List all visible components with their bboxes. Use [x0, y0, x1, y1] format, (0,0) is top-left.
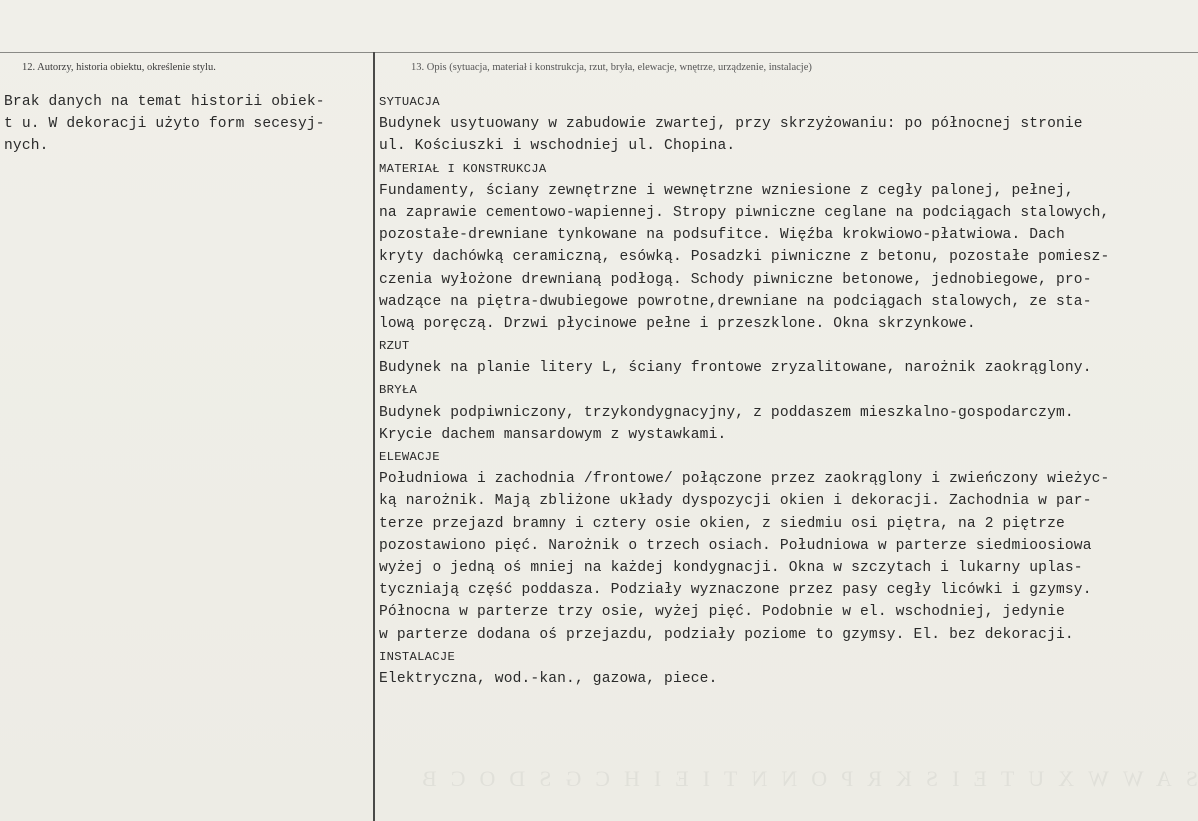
text-line: pozostawiono pięć. Narożnik o trzech osiach. Południowa w parterze siedmioosiowa [379, 537, 1092, 554]
text-line: na zaprawie cementowo-wapiennej. Stropy piwniczne ceglane na podciągach stalowych, [379, 204, 1110, 221]
text-line: terze przejazd bramny i cztery osie okien, z siedmiu osi piętra, na 2 piętrze [379, 515, 1065, 532]
text-line: pozostałe-drewniane tynkowane na podsufitce. Więźba krokwiowo-płatwiowa. Dach [379, 227, 1065, 244]
text-line: ką narożnik. Mają zbliżone układy dyspozycji okien i dekoracji. Zachodnia w par- [379, 493, 1092, 510]
section-heading: ELEWACJE [379, 450, 440, 464]
text-line: Południowa i zachodnia /frontowe/ połączone przez zaokrąglony i zwieńczony wieżyc- [379, 471, 1110, 488]
text-line: Północna w parterze trzy osie, wyżej pięć. Podobnie w el. wschodniej, jedynie [379, 604, 1065, 621]
description-text [379, 91, 1198, 690]
text-line: lową poręczą. Drzwi płycinowe pełne i przeszklone. Okna skrzynkowe. [379, 315, 976, 332]
section-12-header: 12. Autorzy, historia obiektu, określenie stylu. [22, 62, 216, 73]
text-line: wadzące na piętra-dwubiegowe powrotne,drewniane na podciągach stalowych, ze sta- [379, 293, 1092, 310]
text-line: wyżej o jedną oś mniej na każdej kondygnacji. Okna w szczytach i lukarny uplas- [379, 559, 1083, 576]
text-line: czenia wyłożone drewnianą podłogą. Schody piwniczne betonowe, jednobiegowe, pro- [379, 271, 1092, 288]
section-heading: BRYŁA [379, 383, 418, 398]
section-heading: RZUT [379, 339, 410, 354]
text-line: kryty dachówką ceramiczną, esówką. Posadzki piwniczne z betonu, pozostałe pomiesz- [379, 249, 1110, 266]
text-line: ul. Kościuszki i wschodniej ul. Chopina. [379, 138, 736, 155]
authors-history-text [4, 91, 370, 158]
text-line: Budynek na planie litery L, ściany frontowe zryzalitowane, narożnik zaokrąglony. [379, 360, 1092, 377]
text-line: Fundamenty, ściany zewnętrzne i wewnętrzne wzniesione z cegły palonej, pełnej, [379, 182, 1074, 199]
text-line: t u. W dekoracji użyto form secesyj- [4, 116, 325, 133]
text-line: tyczniają część poddasza. Podziały wyznaczone przez pasy cegły licówki i gzymsy. [379, 582, 1092, 599]
text-line: w parterze dodana oś przejazdu, podziały poziome to gzymsy. El. bez dekoracji. [379, 626, 1074, 643]
text-line: Elektryczna, wod.-kan., gazowa, piece. [379, 670, 718, 687]
section-heading: SYTUACJA [379, 95, 440, 109]
section-heading: INSTALACJE [379, 649, 456, 664]
text-line: Krycie dachem mansardowym z wystawkami. [379, 426, 727, 443]
text-line: nych. [4, 138, 49, 155]
top-rule [0, 52, 1198, 53]
show-through-imprint: SAWWXUTEISKRPONNTIEIHCGSDOCB [408, 766, 1198, 791]
section-13-header: 13. Opis (sytuacja, materiał i konstrukcja, rzut, bryła, elewacje, wnętrze, urządzenie, instalacje) [411, 62, 812, 73]
column-divider [373, 52, 375, 821]
section-heading: MATERIAŁ I KONSTRUKCJA [379, 161, 547, 176]
text-line: Budynek usytuowany w zabudowie zwartej, przy skrzyżowaniu: po północnej stronie [379, 116, 1083, 133]
text-line: Budynek podpiwniczony, trzykondygnacyjny, z poddaszem mieszkalno-gospodarczym. [379, 404, 1074, 421]
text-line: Brak danych na temat historii obiek- [4, 94, 325, 110]
